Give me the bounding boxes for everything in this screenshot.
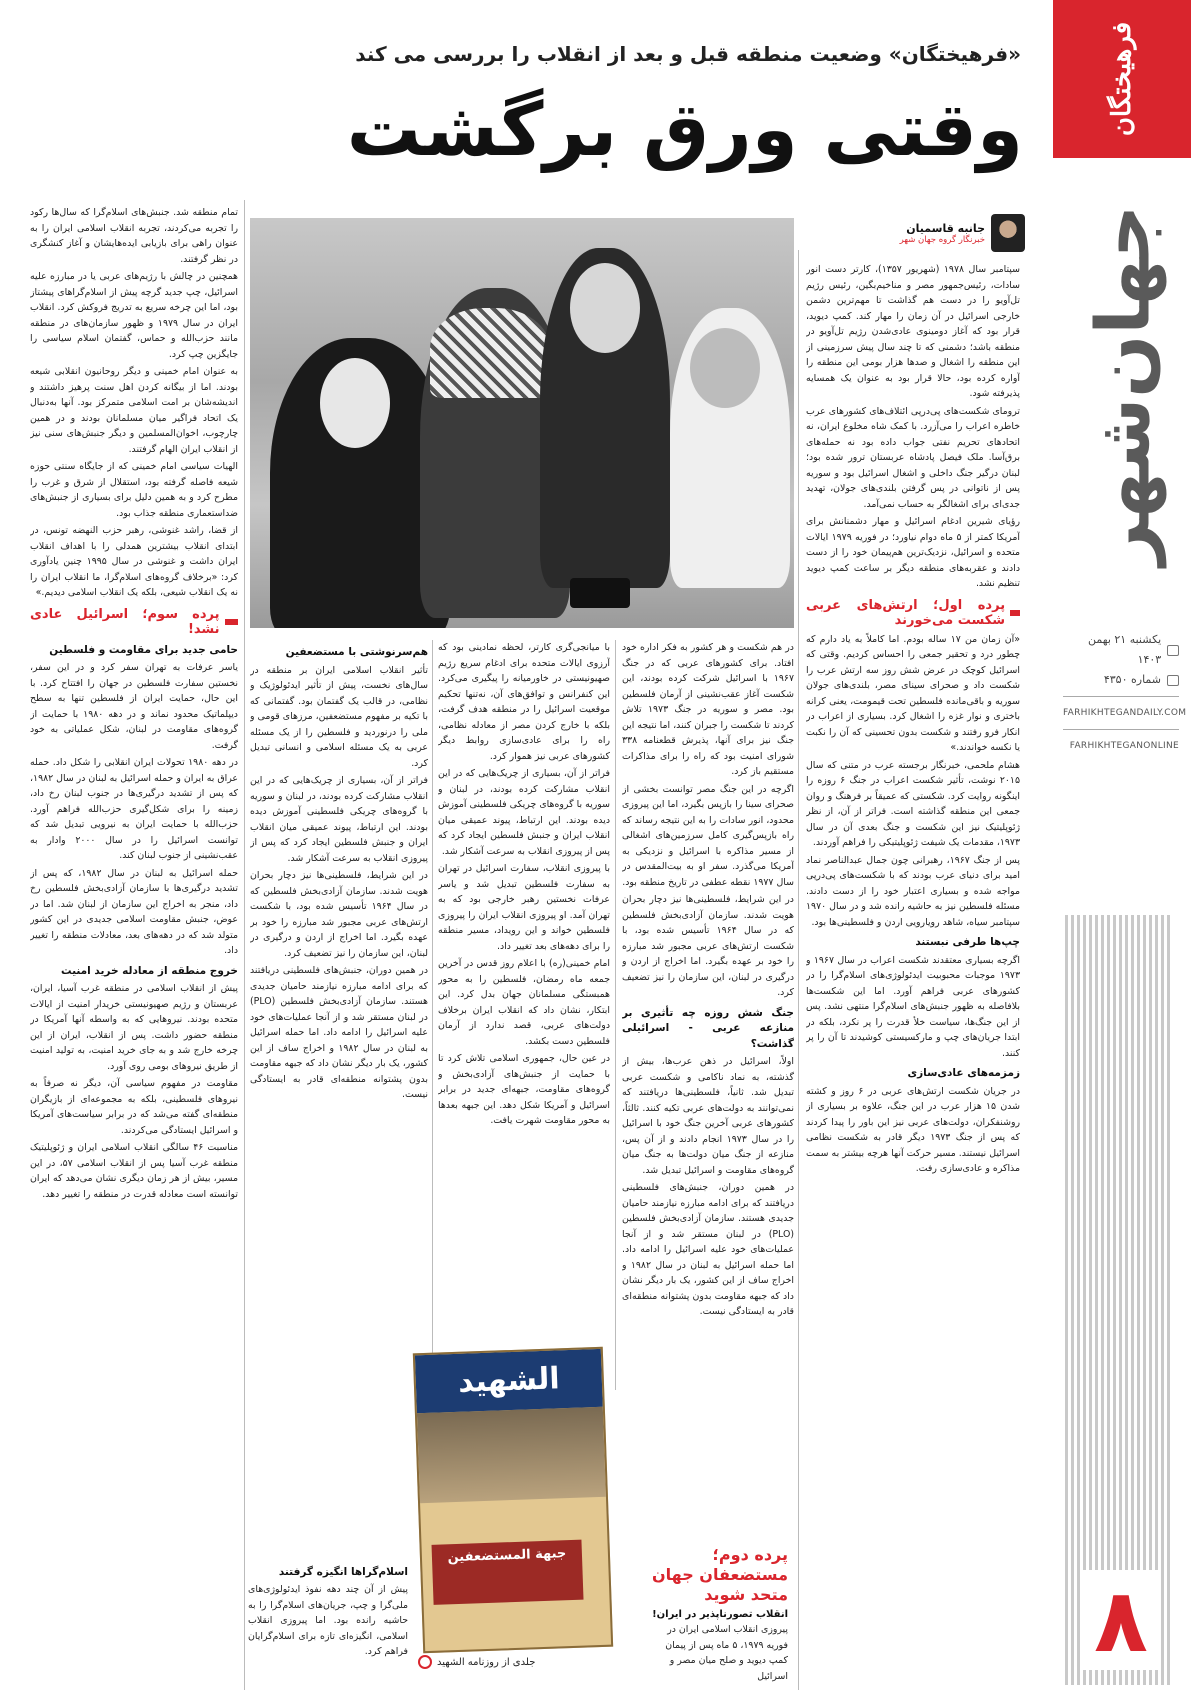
section-title-text: جهان‌شهر: [1079, 204, 1166, 566]
issue-number: شماره ۴۳۵۰: [1103, 673, 1161, 686]
subheading: جنگ شش روزه چه تأثیری بر منازعه عربی - اسرائیلی گذاشت؟: [622, 1006, 794, 1050]
paragraph: فراتر از آن، بسیاری از چریک‌هایی که در این انقلاب مشارکت کرده بودند، در لبنان و سوریه با گروه‌های چریکی فلسطینی آموزش دیده بودند. این ارتباط، پیوند عمیقی میان انقلاب ایران و جنبش فلسطین ایجاد کرد که پس از پیروزی انقلاب به سرعت آشکار شد.: [438, 768, 610, 857]
paragraph: تأثیر انقلاب اسلامی ایران بر منطقه در سال‌های نخست، پیش از تأثیر ایدئولوژیک و نظامی، در قالب یک گفتمان بود. گفتمانی که با تکیه بر مفهوم مستضعفین، مرزهای قومی و ملی را درنوردید و فلسطین را از یک مسئله عربی به یک مسئله اسلامی و انسانی تبدیل کرد.: [250, 664, 428, 769]
subheading: اسلام‌گراها انگیزه گرفتند: [278, 1566, 408, 1578]
paragraph: یاسر عرفات به تهران سفر کرد و در این سفر، نخستین سفارت فلسطین در جهان را افتتاح کرد. با این حال، حمایت ایران از فلسطین تنها به سطح دیپلماتیک محدود نماند و در دهه ۱۹۸۰ با حمایت از گروه‌های مقاومت در لبنان، شکل عملیاتی به خود گرفت.: [30, 662, 238, 751]
issue-meta: [1063, 630, 1187, 756]
photo-figure-right-face: [570, 263, 640, 353]
subheading-part-one: پرده اول؛ ارتش‌های عربی شکست می‌خورند: [806, 598, 1020, 629]
caption-bullet-icon: [418, 1655, 432, 1669]
newspaper-icon: [1167, 675, 1179, 686]
photo-radio: [570, 578, 630, 608]
paragraph: در همین دوران، جنبش‌های فلسطینی دریافتند که برای ادامه مبارزه نیازمند حامیان جدیدی هستند. سازمان آزادی‌بخش فلسطین (PLO) در لبنان مستقر شد و از آنجا عملیات‌های خود علیه اسرائیل را ادامه داد. اما حمله اسرائیل به لبنان در سال ۱۹۸۲ و اخراج ساف از این کشور، یک بار دیگر نشان داد که جبهه مقاومت بدون پشتوانه منطقه‌ای قادر به ایستادگی نیست.: [250, 965, 428, 1100]
photo-figure-center-scarf: [430, 308, 550, 398]
part-two-box: [648, 1545, 788, 1684]
paragraph: اگرچه در این جنگ مصر توانست بخشی از صحرای سینا را بازپس بگیرد، اما این پیروزی محدود، انور سادات را به این نتیجه رساند که راه بازپس‌گیری کامل سرزمین‌های اشغالی از مسیر مذاکره با اسرائیل و نزدیکی به آمریکا می‌گذرد. سفر او به بیت‌المقدس در سال ۱۹۷۷ نقطه عطفی در تاریخ منطقه بود.: [622, 783, 794, 888]
text-column-3: [438, 640, 610, 1340]
paragraph: اولاً، اسرائیل در ذهن عرب‌ها، بیش از گذشته، به نماد ناکامی و شکست عربی تبدیل شد. ثانیاً، فلسطینی‌ها دریافتند که نمی‌توانند به دولت‌های عربی تکیه کنند. ثالثاً، کشورهای عربی آخرین جنگ خود با اسرائیل را در سال ۱۹۷۳ انجام دادند و از آن پس، منازعه از جنگ میان دولت‌ها به جنگ میان گروه‌های مقاومت و اسرائیل تبدیل شد.: [622, 1056, 794, 1176]
text-column-4: [30, 205, 238, 1690]
website-link[interactable]: FARHIKHTEGANDAILY.COM: [1063, 708, 1187, 718]
paragraph: الهیات سیاسی امام خمینی که از جایگاه سنتی حوزه شیعه فاصله گرفته بود، استقلال از شرق و غرب را مطرح کرد و به همین دلیل برای بسیاری از جنبش‌های ضداستعماری منطقه جذاب بود.: [30, 461, 238, 519]
paragraph: رؤیای شیرین ادغام اسرائیل و مهار دشمنانش برای آمریکا کمتر از ۵ ماه دوام نیاورد؛ در فوریه ۱۹۷۹ ایالات متحده و اسرائیل، نزدیک‌ترین هم‌پیمان خود را از دست دادند و عقربه‌های منطقه دیگر بر ساعت کمپ دیوید تنظیم نشد.: [806, 516, 1020, 589]
paragraph: فراتر از آن، بسیاری از چریک‌هایی که در این انقلاب مشارکت کرده بودند، در لبنان و سوریه با گروه‌های چریکی فلسطینی آموزش دیده بودند. این ارتباط، پیوند عمیقی میان انقلاب ایران و جنبش فلسطین ایجاد کرد که پس از پیروزی انقلاب به سرعت آشکار شد.: [250, 775, 428, 864]
main-photo: [250, 218, 794, 628]
paragraph: پیش از انقلاب اسلامی در منطقه غرب آسیا، ایران، عربستان و رژیم صهیونیستی خریدار امنیت از ایالات متحده بودند. نیروهایی که به واسطه آنها آمریکا در منطقه حضور داشت. پس از انقلاب، ایران از این چرخه خارج شد و به جای خرید امنیت، به تولید امنیت از طریق نیروهای بومی روی آورد.: [30, 983, 238, 1072]
section-title: [1073, 175, 1173, 595]
paragraph: در همین دوران، جنبش‌های فلسطینی دریافتند که برای ادامه مبارزه نیازمند حامیان جدیدی هستند. سازمان آزادی‌بخش فلسطین (PLO) در لبنان مستقر شد و از آنجا عملیات‌های خود علیه اسرائیل را ادامه داد. اما حمله اسرائیل به لبنان در سال ۱۹۸۲ و اخراج ساف از این کشور، یک بار دیگر نشان داد که جبهه مقاومت بدون پشتوانه منطقه‌ای قادر به ایستادگی نیست.: [622, 1182, 794, 1317]
newspaper-logo[interactable]: [1053, 0, 1191, 158]
paragraph: امام خمینی(ره) با اعلام روز قدس در آخرین جمعه ماه رمضان، فلسطین را به محور همبستگی مسلمانان جهان بدل کرد. این ابتکار، نشان داد که انقلاب ایران برخلاف دولت‌های عربی، قصد ندارد از آرمان فلسطین دست بکشد.: [438, 958, 610, 1047]
part-two-subtitle: انقلاب تصورناپذیر در ایران!: [652, 1609, 788, 1620]
paragraph: در دهه ۱۹۸۰ تحولات ایران انقلابی را شکل داد. حمله عراق به ایران و حمله اسرائیل به لبنان در سال ۱۹۸۲، که پس از تشدید درگیری‌ها در جنوب لبنان رخ داد، زمینه را برای شکل‌گیری حزب‌الله فراهم آورد. حزب‌الله با حمایت ایران به نیرویی تبدیل شد که توانست اسرائیل را در سال ۲۰۰۰ وادار به عقب‌نشینی از جنوب لبنان کند.: [30, 757, 238, 861]
subheading: هم‌سرنوشتی با مستضعفین: [285, 646, 428, 658]
text-column-2: [622, 640, 794, 1340]
divider: [1063, 696, 1179, 697]
part-two-title: پرده دوم؛ مستضعفان جهان متحد شوید: [651, 1545, 788, 1604]
column-divider: [615, 640, 616, 1390]
subheading: زمزمه‌های عادی‌سازی: [907, 1067, 1020, 1079]
paragraph: در جریان شکست ارتش‌های عربی در ۶ روز و کشته شدن ۱۵ هزار عرب در این جنگ، علاوه بر بسیاری از روشنفکران، دولت‌های عربی نیز این باور را پیدا کردند که پس از جنگ ۱۹۷۳ دیگر قادر به شکست نظامی اسرائیل نیستند. مسیر حرکت آنها هرچه بیشتر به سمت مذاکره و عادی‌سازی رفت.: [806, 1085, 1020, 1174]
calendar-icon: [1167, 645, 1179, 656]
issue-date: یکشنبه ۲۱ بهمن ۱۴۰۳: [1088, 633, 1162, 666]
subheading: چپ‌ها طرفی نبستند: [915, 936, 1020, 948]
paragraph: با میانجی‌گری کارتر، لحظه نمادینی بود که آرزوی ایالات متحده برای ادغام سریع رژیم صهیونیستی در خاورمیانه را پیگیری می‌کرد. این کنفرانس و توافق‌های آن، نه‌تنها تحکیم موقعیت اسرائیل را در منطقه هدف گرفت، بلکه با خارج کردن مصر از معادله نظامی، راه را برای عادی‌سازی روابط دیگر کشورهای عربی نیز هموار کرد.: [438, 642, 610, 762]
column-divider: [798, 250, 799, 1690]
column-divider: [244, 200, 245, 1690]
paragraph: پس از جنگ ۱۹۶۷، رهبرانی چون جمال عبدالناصر نماد امید برای دنیای عرب بودند که با شکست‌های پی‌درپی مواجه شده و بسیاری اعتبار خود را از دست دادند. مسئله فلسطین نیز به حاشیه رانده شد و در سال ۱۹۷۰ سپتامبر سیاه، شاهد رویارویی اردن و فلسطینی‌ها بود.: [806, 854, 1020, 928]
paragraph: «آن زمان من ۱۷ ساله بودم. اما کاملاً به یاد دارم که چطور درد و تحقیر جمعی را احساس کردیم. وقتی که اسرائیل کوچک در عرض شش روز سه ارتش عرب را شکست داد و صحرای سینای مصر، بلندی‌های جولان سوریه و باقی‌مانده فلسطین تحت قیمومت، یعنی کرانه باختری و نوار غزه را اشغال کرد. بسیاری از اعراب در انکار فرو رفتند و شکست بدون تحسینی که آن را نکبت یا نکسه خواندند.»: [806, 633, 1020, 753]
author-info: [900, 222, 985, 245]
text-column-3b: [250, 640, 428, 1550]
paragraph: هشام ملحمی، خبرنگار برجسته عرب در متنی که سال ۲۰۱۵ نوشت، تأثیر شکست اعراب در جنگ ۶ روزه را اینگونه روایت کرد. شکستی که عمیقاً بر فرهنگ و روان جمعی این منطقه گذاشته است. فراتر از آن، از نظر ژئوپلیتیک نیز این شکست و جنگ بعدی آن در سال ۱۹۷۳، مقدمات یک شیفت ژئوپلیتیکی را فراهم آوردند.: [806, 759, 1020, 848]
paragraph: سپتامبر سال ۱۹۷۸ (شهریور ۱۳۵۷)، کارتر دست انور سادات، رئیس‌جمهور مصر و مناخیم‌بگین، رئیس رژیم تل‌آویو را در دست هم گذاشت تا مهم‌ترین دشمن خارجی اسرائیل در آن زمان را مهار کند. کمپ دیوید، قرار بود که آغاز دومینوی عادی‌شدن رژیم تل‌آویو در منطقه باشد؛ دشمنی که تا چند سال پیش سرزمینی از این منطقه را اشغال و صدها هزار بومی این منطقه را آواره کرده بود، حالا قرار بود به عنوان یک همسایه پذیرفته شود.: [806, 264, 1020, 399]
divider: [1063, 729, 1179, 730]
photo-figure-left-face: [320, 358, 390, 448]
text-column-1: [806, 262, 1020, 1692]
photo-figure-far-right-face: [690, 328, 760, 408]
paragraph: مناسبت ۴۶ سالگی انقلاب اسلامی ایران و ژئوپلیتیک منطقه غرب آسیا پس از انقلاب اسلامی ۵۷، در این مسیر، بیش از هر زمان دیگری نشان می‌دهد که ایران توانسته است معادله قدرت در منطقه را تغییر دهد.: [30, 1142, 238, 1200]
social-handle[interactable]: FARHIKHTEGANONLINE: [1069, 741, 1179, 751]
paragraph: اگرچه بسیاری معتقدند شکست اعراب در سال ۱۹۶۷ و ۱۹۷۳ موجبات محبوبیت ایدئولوژی‌های اسلام‌گرا را در کشورهای عربی فراهم آورد. اما این شکست‌ها بلافاصله به ظهور جنبش‌های اسلام‌گرا منتهی نشد. پس از این جنگ‌ها، سیاست خلأ قدرت را پر نکرد، بلکه در ابتدا جریان‌های چپ و مارکسیستی کوشیدند تا آن را پر کنند.: [806, 954, 1020, 1059]
author-name: جانبه قاسمیان: [906, 221, 985, 235]
subheading: حامی جدید برای مقاومت و فلسطین: [49, 643, 238, 656]
sidebar: [1053, 0, 1191, 1700]
magazine-cover: [413, 1347, 613, 1653]
author-avatar: [991, 214, 1025, 252]
page-number-text: ۸: [1094, 1568, 1148, 1672]
paragraph: در هم شکست و هر کشور به فکر اداره خود افتاد. برای کشورهای عربی که در جنگ ۱۹۶۷ با اسرائیل شرکت کرده بودند، این شکست آغاز عقب‌نشینی از آرمان فلسطین بود. مصر و سوریه در جنگ ۱۹۷۳ تلاش کردند تا شکست را جبران کنند، اما نتیجه این جنگ نیز برای آنها، پذیرش قطعنامه ۳۳۸ شورای امنیت بود که راه را برای مذاکرات مستقیم باز کرد.: [622, 642, 794, 777]
paragraph: مقاومت در مفهوم سیاسی آن، دیگر نه صرفاً به نیروهای فلسطینی، بلکه به مجموعه‌ای از بازیگران منطقه‌ای گفته می‌شد که در برابر سیاست‌های آمریکا و اسرائیل ایستادگی می‌کردند.: [30, 1078, 238, 1136]
paragraph: در این شرایط، فلسطینی‌ها نیز دچار بحران هویت شدند. سازمان آزادی‌بخش فلسطین که در سال ۱۹۶۴ تأسیس شده بود، با شکست ارتش‌های عربی مجبور شد مبارزه را خود بر عهده بگیرد. اما اخراج از اردن و درگیری در لبنان، این سازمان را نیز تضعیف کرد.: [250, 870, 428, 959]
issue-row: [1063, 670, 1179, 690]
subheading: خروج منطقه از معادله خرید امنیت: [60, 964, 238, 977]
cover-headline: جبهة المستضعفين: [432, 1540, 584, 1605]
logo-text: فرهیختگان: [1107, 21, 1137, 137]
subheading-part-three: پرده سوم؛ اسرائیل عادی نشد!: [30, 607, 238, 638]
author-byline: [875, 212, 1025, 254]
cover-masthead: الشهيد: [415, 1349, 603, 1413]
page-number: [1081, 1570, 1161, 1670]
part-two-text: پیروزی انقلاب اسلامی ایران در فوریه ۱۹۷۹، ۵ ماه پس از پیمان کمپ دیوید و صلح میان مصر و اسرائیل: [665, 1624, 788, 1682]
paragraph: همچنین در چالش با رژیم‌های عربی یا در مبارزه علیه اسرائیل، چپ جدید گرچه پیش از اسلام‌گراهای پیشتاز بود، اما این چرخه سریع به تدریج فروکش کرد. انقلاب ایران در سال ۱۹۷۹ و ظهور سازمان‌های در منطقه مانند حزب‌الله و حماس، گفتمان اسلام سیاسی را جایگزین چپ کرد.: [30, 271, 238, 360]
paragraph: به عنوان امام خمینی و دیگر روحانیون انقلابی شیعه بودند. اما از بیگانه کردن اهل سنت پرهیز داشتند و اندیشه‌شان بر امت اسلامی متمرکز بود. آنها به‌دنبال یک اتحاد فراگیر میان مسلمانان بودند و در همین چارچوب، اخوان‌المسلمین و دیگر جنبش‌های سنی نیز از انقلاب ایران الهام گرفتند.: [30, 366, 238, 455]
paragraph: از قضا، راشد غنوشی، رهبر حزب النهضه تونس، در ابتدای انقلاب بیشترین همدلی را با اهداف انقلاب ایران داشت و غنوشی در سال ۱۹۹۵ چنین یادآوری کرد: «برخلاف گروه‌های اسلام‌گرا، ما انقلاب ایران را نه یک انقلاب شیعی، بلکه یک انقلاب اسلامی دیدیم.»: [30, 525, 238, 598]
paragraph: با پیروزی انقلاب، سفارت اسرائیل در تهران به سفارت فلسطین تبدیل شد و یاسر عرفات نخستین رهبر خارجی بود که به تهران آمد. او پیروزی انقلاب ایران را پیروزی فلسطین خواند و این رویداد، مسیر منطقه را برای دهه‌های بعد تغییر داد.: [438, 863, 610, 952]
paragraph: ترومای شکست‌های پی‌درپی ائتلاف‌های کشورهای عرب خاطره اعراب را می‌آزرد. با کمک شاه مخلوع ایران، نه اتحادهای تحریم نفتی جواب داده بود نه حمله‌های برق‌آسا. ملک فیصل پادشاه عربستان ترور شده بود؛ لبنان درگیر جنگ داخلی و اشغال اسرائیل بود و سوریه پس از ناتوانی در پس گرفتن بلندی‌های جولان، تهدید جدی‌ای برای اشغالگر به حساب نمی‌آمد.: [806, 405, 1020, 510]
paragraph: حمله اسرائیل به لبنان در سال ۱۹۸۲، که پس از تشدید درگیری‌ها با سازمان آزادی‌بخش فلسطین رخ داد، منجر به اخراج این سازمان از لبنان شد. اما در عوض، جنبش مقاومت اسلامی جدیدی در این کشور متولد شد که در دهه‌های بعد، معادلات منطقه را تغییر داد.: [30, 867, 238, 956]
article-kicker: «فرهیختگان» وضعیت منطقه قبل و بعد از انقلاب را بررسی می کند: [355, 42, 1021, 66]
cover-caption: [418, 1655, 608, 1669]
paragraph: پیش از آن چند دهه نفوذ ایدئولوژی‌های ملی‌گرا و چپ، جریان‌های اسلام‌گرا را به حاشیه رانده بود. اما پیروزی انقلاب اسلامی، انگیزه‌ای تازه برای اسلام‌گرایان فراهم کرد.: [248, 1584, 408, 1657]
cover-caption-text: جلدی از روزنامه الشهید: [437, 1656, 536, 1668]
author-role: خبرنگار گروه جهان شهر: [899, 234, 985, 245]
article-headline: وقتی ورق برگشت: [346, 87, 1023, 173]
cover-photo-band: [417, 1407, 606, 1503]
paragraph: تمام منطقه شد. جنبش‌های اسلام‌گرا که سال‌ها رکود را تجربه می‌کردند، تجربه انقلاب اسلامی ایران را به عنوان راهی برای بازیابی ایده‌هایشان و آغاز کنشگری در نظر گرفتند.: [30, 207, 238, 265]
paragraph: در عین حال، جمهوری اسلامی تلاش کرد تا با حمایت از جنبش‌های آزادی‌بخش و گروه‌های مقاومت، جبهه‌ای جدید در برابر اسرائیل و آمریکا شکل دهد. این جبهه بعدها به محور مقاومت شهرت یافت.: [438, 1053, 610, 1126]
date-row: [1063, 630, 1179, 670]
paragraph: در این شرایط، فلسطینی‌ها نیز دچار بحران هویت شدند. سازمان آزادی‌بخش فلسطین که در سال ۱۹۶۴ تأسیس شده بود، با شکست ارتش‌های عربی مجبور شد مبارزه را خود بر عهده بگیرد. اما اخراج از اردن و درگیری در لبنان، این سازمان را نیز تضعیف کرد.: [622, 894, 794, 998]
